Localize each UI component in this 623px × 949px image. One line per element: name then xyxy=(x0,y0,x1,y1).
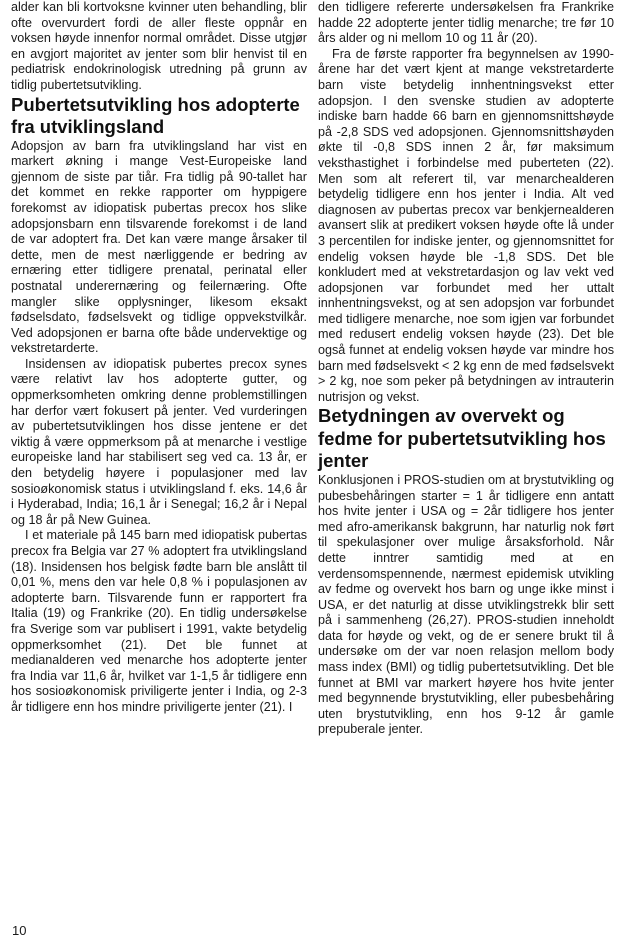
body-paragraph: Insidensen av idiopatisk pubertes precox synes være relativt lav hos adopterte gutter, og oppmerksomheten omkring denne problemstillingen har derfor vært fokusert på jenter. Ved vurderingen av pubertetsutviklingen hos disse jentene er det viktig å være oppmerksom på at menarche i vestlige europeiske land har stabilisert seg ved ca. 13 år, er den betydelig høyere i populasjoner med lav sosioøkonomisk status i utviklingsland f. eks. 14,6 år i Hyderabad, India; 16,1 år i Senegal; 16,2 år i Nepal og 18 år på New Guinea. xyxy=(11,356,307,527)
intro-paragraph: alder kan bli kortvoksne kvinner uten behandling, blir ofte overvurdert fordi de aller fleste oppnår en voksen høyde innenfor normal området. Disse utgjør en avgjort majoritet av jenter som blir henvist til en pediatrisk endokrinologisk utredning på grunn av tidlig pubertetsutvikling. xyxy=(11,0,307,92)
section-heading-adopted: Pubertetsutvikling hos adopterte fra utviklingsland xyxy=(11,93,300,138)
body-paragraph: I et materiale på 145 barn med idiopatisk pubertas precox fra Belgia var 27 % adoptert fra utviklingsland (18). Insidensen hos belgisk fødte barn ble anslått til 0,01 %, mens den var hele 0,8 % i populasjonen av adopterte barn. Tilsvarende funn er rapportert fra Italia (19) og Frankrike (20). En tidlig undersøkelse fra Sverige som var publisert i 1991, vakte betydelig oppmerksomhet (21). Det ble funnet at medianalderen ved menarche hos adopterte jenter fra India var 11,6 år, hvilket var 1-1,5 år tidligere enn hos sosioøkonomisk priviligerte jenter i India, og 2-3 år tidligere enn hos mindre priviligerte jenter (21). I xyxy=(11,528,307,714)
body-paragraph: den tidligere refererte undersøkelsen fra Frankrike hadde 22 adopterte jenter tidlig menarche; tre før 10 års alder og ni mellom 10 og 11 år (20). xyxy=(318,0,614,46)
body-paragraph: Konklusjonen i PROS-studien om at brystutvikling og pubesbehåringen starter = 1 år tidligere enn antatt hos hvite jenter i USA og = 2år tidligere hos jenter med afro-amerikansk bakgrunn, har naturlig nok ført til spekulasjoner over mulige årsaksforhold. Når dette inntrer samtidig med at en verdensomspennende, nærmest epidemisk utvikling av fedme og overvekt hos barn og unge ikke minst i USA, er det naturlig at disse utviklingstrekk blir sett på i sammenheng (26,27). PROS-studien inneholdt data for høyde og vekt, og de er senere brukt til å undersøke om der var noen relasjon mellom body mass index (BMI) og tidlig pubertetsutvikling. Det ble funnet at BMI var markert høyere hos hvite jenter med begynnende brystutvikling, eller pubesbehåring uten brystutvikling, enn hos 9-12 år gamle prepuberale jenter. xyxy=(318,472,614,737)
right-column xyxy=(318,0,614,738)
page-number: 10 xyxy=(12,923,27,938)
left-column xyxy=(11,0,307,716)
body-paragraph: Fra de første rapporter fra begynnelsen av 1990-årene har det vært kjent at mange vekstretarderte barn viste betydelig innhentningsvekst etter adopsjon. I den svenske studien av adopterte indiske barn hadde 66 barn en gjennomsnittshøyde på -2,8 SDS ved adopsjonen. Gjennomsnittshøyden økte til -0,8 SDS innen 2 år, før maksimum veksthastighet i forbindelse med puberteten (22). Men som alt referert til, var menarchealderen betydelig tidligere enn hos jenter i India. Alt ved diagnosen av pubertas precox var benkjernealderen avansert slik at predikert voksen høyde ofte lå under 3 percentilen for indiske jenter, og gjennomsnittet for endelig voksen høyde ble -1,8 SDS. Det ble konkludert med at vekstretardasjon og lav vekt ved adopsjonen var forbundet med her uttalt innhentningsvekst, og at sen adopsjon var forbundet med tidligere menarche, noe som igjen var forbundet med redusert endelig voksen høyde (23). Det ble også funnet at endelig voksen høyde var mindre hos barn med fødselsvekt < 2 kg enn de med fødselsvekt > 2 kg, noe som peker på betydningen av intrauterin nutrisjon og vekst. xyxy=(318,46,614,404)
body-paragraph: Adopsjon av barn fra utviklingsland har vist en markert økning i mange Vest-Europeiske land gjennom de siste par tiår. Fra tidlig på 90-tallet har det kommet en rekke rapporter om hyppigere forekomst av idiopatisk pubertas precox hos slike adopsjonsbarn enn tilsvarende forekomst i de land de var adoptert fra. Det kan være mange årsaker til dette, men de mest nærliggende er bedring av ernæring etter tidligere prenatal, perinatal eller postnatal underernæring og feilernæring. Ofte mangler slike opplysninger, likesom eksakt fødselsdato, fødselsvekt og tidlige oppvekstvilkår. Ved adopsjonen er barna ofte både undervektige og vekstretarderte. xyxy=(11,138,307,356)
section-heading-obesity: Betydningen av overvekt og fedme for pubertetsutvikling hos jenter xyxy=(318,405,606,472)
